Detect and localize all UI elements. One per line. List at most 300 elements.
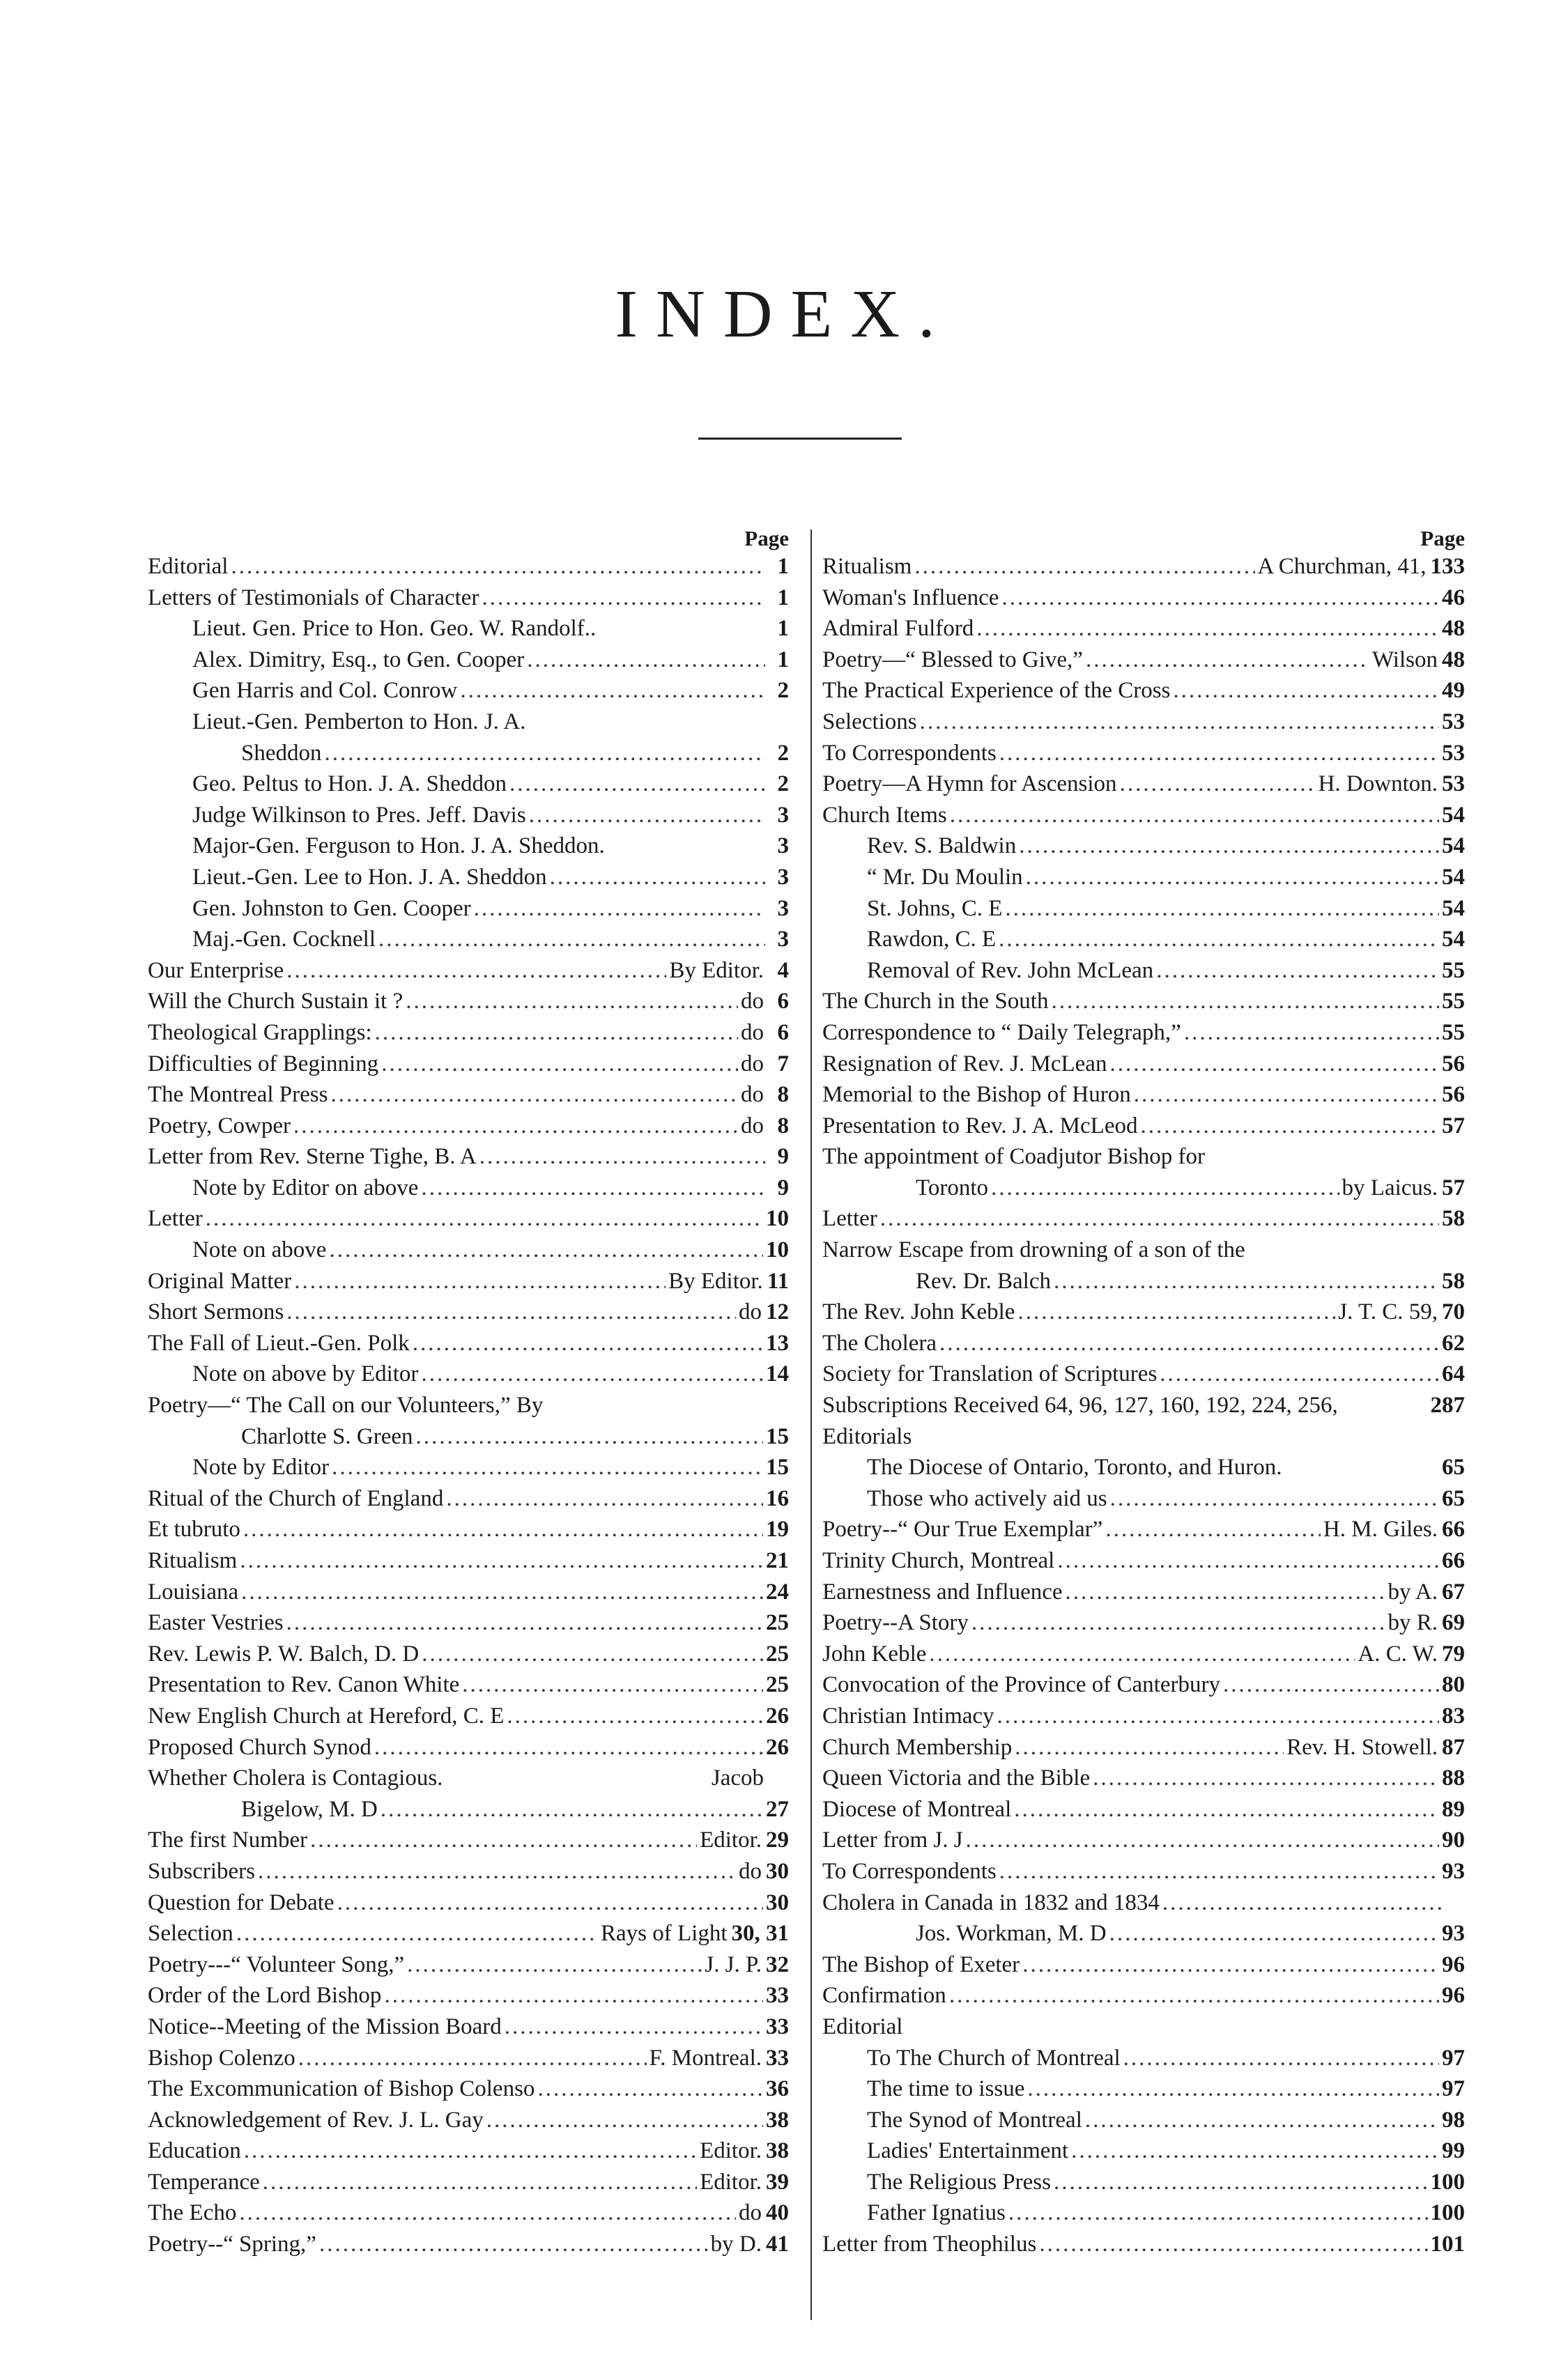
entry-page-number: 29 [766,1828,789,1853]
entry-page-number: 3 [777,864,789,890]
entry-title: Letters of Testimonials of Character [148,585,479,610]
entry-page-number: 48 [1442,616,1465,642]
dot-leader [446,1483,763,1515]
entry-page-number: 38 [766,2138,789,2164]
entry-title: The Bishop of Exeter [822,1952,1020,1977]
entry-title: The appointment of Coadjutor Bishop for [822,1144,1205,1170]
entry-page-number: 54 [1442,864,1465,890]
entry-title: Difficulties of Beginning [148,1051,379,1076]
entry-title: Geo. Peltus to Hon. J. A. Sheddon [192,771,507,797]
entry-title: Presentation to Rev. J. A. McLeod [822,1113,1138,1138]
entry-author: by A. [1388,1579,1438,1605]
index-entry [822,2197,1465,2229]
entry-author: by D. [710,2232,762,2257]
index-entry [148,986,789,1017]
dot-leader [1160,1359,1439,1390]
entry-page-number: 56 [1442,1082,1465,1108]
index-entry [822,1825,1465,1856]
entry-page-number: 25 [766,1610,789,1636]
dot-leader [537,2073,763,2105]
dot-leader [479,1141,765,1173]
entry-page-number: 40 [766,2200,789,2226]
dot-leader [416,1421,763,1453]
index-entry [822,1017,1465,1049]
entry-title: Education [148,2138,241,2164]
entry-page-number: 93 [1442,1921,1465,1947]
dot-leader [1017,1297,1335,1328]
index-entry [148,1141,789,1173]
index-entry [822,1980,1465,2011]
entry-title: Poetry—“ Blessed to Give,” [822,647,1083,672]
entry-page-number: 97 [1442,2045,1465,2071]
dot-leader [1109,1918,1439,1949]
entry-author: H. Downton. [1318,771,1438,797]
entry-page-number: 133 [1430,554,1465,579]
entry-page-number: 24 [766,1579,789,1605]
entry-page-number: 46 [1442,585,1465,610]
entry-title: Diocese of Montreal [822,1796,1012,1822]
entry-title: Confirmation [822,1983,946,2009]
dot-leader [1120,768,1316,800]
index-entry [822,2105,1465,2136]
entry-title: Ritualism [822,554,912,579]
index-entry [822,1266,1465,1297]
entry-page-number: 26 [766,1734,789,1760]
dot-leader [505,2011,763,2043]
entry-title: Proposed Church Synod [148,1734,371,1760]
entry-page-number: 57 [1442,1175,1465,1200]
index-entry [822,768,1465,800]
entry-title: Woman's Influence [822,585,999,610]
index-entry [148,582,789,614]
index-entry [148,2043,789,2074]
entry-title: Easter Vestries [148,1610,284,1636]
index-entry [822,582,1465,614]
entry-page-number: 54 [1442,927,1465,952]
dot-leader [421,1173,765,1204]
dot-leader [310,1825,697,1856]
index-column-left [148,526,789,2260]
entry-page-number: 27 [766,1796,789,1822]
dot-leader [337,1887,763,1919]
index-entry [148,1390,789,1421]
entry-title: Gen. Johnston to Gen. Cooper [192,895,471,921]
entry-title: Major-Gen. Ferguson to Hon. J. A. Sheddon. [192,833,605,859]
entry-title: John Keble [822,1641,927,1667]
entry-title: Toronto [916,1175,989,1200]
index-entries-right [822,551,1465,2260]
entry-page-number: 6 [777,1019,789,1045]
entry-author: do [741,1019,764,1045]
dot-leader [1005,893,1439,925]
dot-leader [950,800,1439,831]
index-entry [822,1794,1465,1825]
index-entry [822,1390,1465,1421]
dot-leader [384,1980,763,2011]
entry-page-number: 1 [777,554,789,579]
dot-leader [1162,1887,1441,1919]
entry-author: A. C. W. [1358,1641,1438,1667]
entry-page-number: 97 [1442,2076,1465,2102]
entry-page-number: 9 [777,1144,789,1170]
entry-page-number: 100 [1430,2200,1465,2226]
entry-page-number: 100 [1430,2169,1465,2195]
entry-page-number: 1 [777,585,789,610]
entry-author: A Churchman, 41, [1257,554,1427,579]
dot-leader [1026,862,1439,893]
index-entry [148,613,789,644]
entry-title: Convocation of the Province of Canterbury [822,1672,1220,1698]
entry-title: Editorials [822,1423,912,1449]
entry-page-number: 54 [1442,833,1465,859]
dot-leader [509,768,765,800]
entry-page-number: 65 [1442,1455,1465,1481]
entry-title: To The Church of Montreal [867,2045,1121,2071]
dot-leader [243,1514,763,1545]
entry-title: Bishop Colenzo [148,2045,295,2071]
entry-page-number: 4 [777,957,789,983]
index-entry [148,1763,789,1794]
entry-title: Narrow Escape from drowning of a son of the [822,1237,1245,1263]
index-entry [822,800,1465,831]
entry-page-number: 25 [766,1672,789,1698]
index-entry [822,1111,1465,1142]
dot-leader [1014,1794,1439,1825]
entry-page-number: 9 [777,1175,789,1200]
entry-page-number: 3 [777,927,789,952]
entry-title: Sheddon [241,740,322,766]
entry-page-number: 6 [777,989,789,1014]
entry-title: The Cholera [822,1330,937,1356]
entry-page-number: 38 [766,2107,789,2133]
index-entry [822,1887,1465,1919]
index-entry [148,768,789,800]
index-entry [148,924,789,955]
dot-leader [421,1359,763,1390]
entry-page-number: 98 [1442,2107,1465,2133]
entry-page-number: 10 [766,1206,789,1232]
entry-page-number: 26 [766,1703,789,1729]
dot-leader [258,1856,736,1887]
entry-page-number: 30, 31 [731,1921,789,1947]
entry-page-number: 54 [1442,802,1465,828]
entry-page-number: 58 [1442,1268,1465,1294]
entry-title: Those who actively aid us [867,1485,1107,1511]
index-entry [822,2073,1465,2105]
entry-title: Letter from Theophilus [822,2232,1037,2257]
index-entry [148,1266,789,1297]
index-entry [822,1049,1465,1080]
entry-page-number: 8 [777,1113,789,1138]
dot-leader [1105,1514,1321,1545]
index-entry [822,1452,1465,1483]
entry-title: Et tubruto [148,1517,240,1543]
index-entry [822,2011,1465,2043]
index-entry [822,2043,1465,2074]
index-entry [148,2167,789,2198]
index-entry [148,862,789,893]
entry-page-number: 87 [1442,1734,1465,1760]
index-entry [148,1856,789,1887]
entry-page-number: 3 [777,895,789,921]
entry-page-number: 80 [1442,1672,1465,1698]
index-entry [148,1235,789,1266]
index-entry [148,893,789,925]
entry-author: by R. [1388,1610,1438,1636]
dot-leader [239,2197,736,2229]
dot-leader [997,1701,1439,1732]
entry-page-number: 79 [1442,1641,1465,1667]
dot-leader [527,644,765,676]
dot-leader [293,1111,738,1142]
entry-title: The Religious Press [867,2169,1051,2195]
entry-page-number: 96 [1442,1952,1465,1977]
entry-title: Lieut.-Gen. Pemberton to Hon. J. A. [192,709,526,734]
index-entry [822,1235,1465,1266]
dot-leader [1027,2073,1439,2105]
index-entry [822,1297,1465,1328]
entry-page-number: 49 [1442,678,1465,704]
entry-title: Poetry--A Story [822,1610,969,1636]
index-entry [148,1483,789,1515]
entry-page-number: 56 [1442,1051,1465,1076]
entry-page-number: 3 [777,802,789,828]
index-entry [148,1980,789,2011]
dot-leader [486,2105,763,2136]
entry-title: Poetry—A Hymn for Ascension [822,771,1117,797]
entry-title: St. Johns, C. E [867,895,1003,921]
dot-leader [298,2043,647,2074]
index-entry [822,1545,1465,1577]
index-entry [148,2105,789,2136]
entry-title: Editorial [822,2014,903,2039]
entry-author: Wilson [1371,647,1438,672]
index-entry [822,1669,1465,1701]
entry-page-number: 53 [1442,709,1465,734]
dot-leader [374,1732,763,1763]
index-entry [148,1794,789,1825]
entry-title: The Fall of Lieut.-Gen. Polk [148,1330,410,1356]
entry-author: do [741,1051,764,1076]
entry-author: do [739,1299,762,1325]
dot-leader [1054,1266,1439,1297]
entry-author: do [739,1858,762,1884]
entry-title: Removal of Rev. John McLean [867,957,1154,983]
index-entry [148,1111,789,1142]
entry-title: Note by Editor on above [192,1175,419,1200]
dot-leader [1008,2197,1428,2229]
dot-leader [999,738,1439,769]
entry-author: Rev. H. Stowell. [1286,1734,1438,1760]
dot-leader [381,1049,738,1080]
entry-page-number: 53 [1442,771,1465,797]
index-entry [148,1079,789,1111]
entry-author: J. T. C. 59, [1338,1299,1438,1325]
entry-title: Maj.-Gen. Cocknell [192,927,376,952]
entry-title: Ritual of the Church of England [148,1485,444,1511]
entry-page-number: 96 [1442,1983,1465,2009]
index-entry [822,675,1465,706]
title-rule [698,438,902,440]
entry-author: Jacob [711,1765,764,1791]
dot-leader [971,1607,1385,1639]
entry-title: Subscribers [148,1858,255,1884]
dot-leader [460,675,765,706]
entry-page-number: 66 [1442,1517,1465,1543]
entry-page-number: 93 [1442,1858,1465,1884]
entry-title: Lieut. Gen. Price to Hon. Geo. W. Randolf.. [192,616,597,642]
index-entry [822,1856,1465,1887]
entry-page-number: 48 [1442,647,1465,672]
entry-page-number: 12 [766,1299,789,1325]
dot-leader [1057,1545,1439,1577]
entry-title: Poetry--“ Our True Exemplar” [822,1517,1103,1543]
entry-title: Ladies' Entertainment [867,2138,1069,2164]
dot-leader [550,862,765,893]
entry-author: Editor. [700,1828,762,1853]
entry-title: Whether Cholera is Contagious. [148,1765,443,1791]
dot-leader [880,1203,1439,1235]
index-entry [148,830,789,862]
entry-title: Letter from J. J [822,1828,963,1853]
entry-page-number: 36 [766,2076,789,2102]
dot-leader [1085,2105,1439,2136]
index-entry [148,1732,789,1763]
entry-title: Note by Editor [192,1455,330,1481]
dot-leader [1001,582,1439,614]
entry-page-number: 15 [766,1423,789,1449]
index-entry [822,644,1465,676]
dot-leader [1123,2043,1439,2074]
index-entry [148,1173,789,1204]
index-entry [822,986,1465,1017]
index-entry [148,1328,789,1359]
index-entry [148,1607,789,1639]
entry-page-number: 13 [766,1330,789,1356]
index-entry [148,1203,789,1235]
entry-title: Ritualism [148,1548,238,1573]
entry-page-number: 16 [766,1485,789,1511]
dot-leader [375,1017,738,1049]
index-entry [822,893,1465,925]
index-entry [822,924,1465,955]
dot-leader [422,1639,763,1670]
entry-page-number: 11 [767,1268,789,1294]
dot-leader [407,1949,702,1981]
dot-leader [1093,1763,1439,1794]
dot-leader [1110,1483,1439,1515]
index-entry [148,738,789,769]
dot-leader [1022,1949,1439,1981]
index-entry [148,2229,789,2260]
entry-title: Order of the Lord Bishop [148,1983,382,2009]
entry-title: Christian Intimacy [822,1703,994,1729]
entry-author: do [741,1113,764,1138]
page-column-header: Page [1420,526,1465,550]
entry-title: Letter from Rev. Sterne Tighe, B. A [148,1144,477,1170]
dot-leader [929,1639,1355,1670]
entry-title: Presentation to Rev. Canon White [148,1672,460,1698]
entry-title: Note on above by Editor [192,1361,419,1387]
dot-leader [231,551,765,582]
entry-page-number: 55 [1442,1019,1465,1045]
entry-title: Church Membership [822,1734,1013,1760]
column-divider [810,530,812,2320]
dot-leader [325,738,766,769]
entry-page-number: 10 [766,1237,789,1263]
index-entry [822,1141,1465,1173]
entry-title: Selection [148,1921,233,1947]
entry-title: Short Sermons [148,1299,284,1325]
entry-title: The Excommunication of Bishop Colenso [148,2076,535,2102]
entry-page-number: 2 [777,678,789,704]
entry-title: Poetry--“ Spring,” [148,2232,316,2257]
entry-title: Theological Grapplings: [148,1019,372,1045]
entry-page-number: 54 [1442,895,1465,921]
index-entry [822,1079,1465,1111]
entry-title: Memorial to the Bishop of Huron [822,1082,1131,1108]
index-entry [148,1825,789,1856]
entry-page-number: 58 [1442,1206,1465,1232]
dot-leader [914,551,1254,582]
index-entry [148,1918,789,1949]
dot-leader [1184,1017,1439,1049]
entry-page-number: 55 [1442,957,1465,983]
entry-title: Will the Church Sustain it ? [148,989,403,1014]
entry-title: Rawdon, C. E [867,927,997,952]
entry-title: Subscriptions Received 64, 96, 127, 160, 192, 224, 256, [822,1393,1338,1419]
dot-leader [1066,1577,1385,1608]
entry-page-number: 101 [1430,2232,1465,2257]
dot-leader [1086,644,1369,676]
entry-page-number: 88 [1442,1765,1465,1791]
index-entry [148,1297,789,1328]
index-entry [148,1887,789,1919]
index-entry [148,675,789,706]
dot-leader [507,1701,763,1732]
dot-leader [286,1297,736,1328]
entry-title: Alex. Dimitry, Esq., to Gen. Cooper [192,647,525,672]
entry-title: New English Church at Hereford, C. E [148,1703,505,1729]
entry-title: The first Number [148,1828,308,1853]
dot-leader [1019,830,1439,862]
entry-page-number: 33 [766,2045,789,2071]
entry-title: The Montreal Press [148,1082,328,1108]
dot-leader [378,924,765,955]
entry-page-number: 15 [766,1455,789,1481]
dot-leader [991,1173,1339,1204]
entry-title: Gen Harris and Col. Conrow [192,678,458,704]
entry-title: Selections [822,709,917,734]
entry-page-number: 41 [766,2232,789,2257]
index-entry [822,1203,1465,1235]
dot-leader [976,613,1439,644]
entry-page-number: 287 [1430,1393,1465,1419]
index-entry [822,1483,1465,1515]
entry-title: Our Enterprise [148,957,284,983]
dot-leader [999,924,1439,955]
dot-leader [1156,955,1439,987]
dot-leader [330,1079,738,1111]
dot-leader [1223,1669,1439,1701]
index-column-right [822,526,1465,2260]
dot-leader [949,1980,1439,2011]
dot-leader [332,1452,763,1483]
dot-leader [529,800,765,831]
index-entry [822,613,1465,644]
dot-leader [1109,1049,1439,1080]
dot-leader [241,1577,763,1608]
